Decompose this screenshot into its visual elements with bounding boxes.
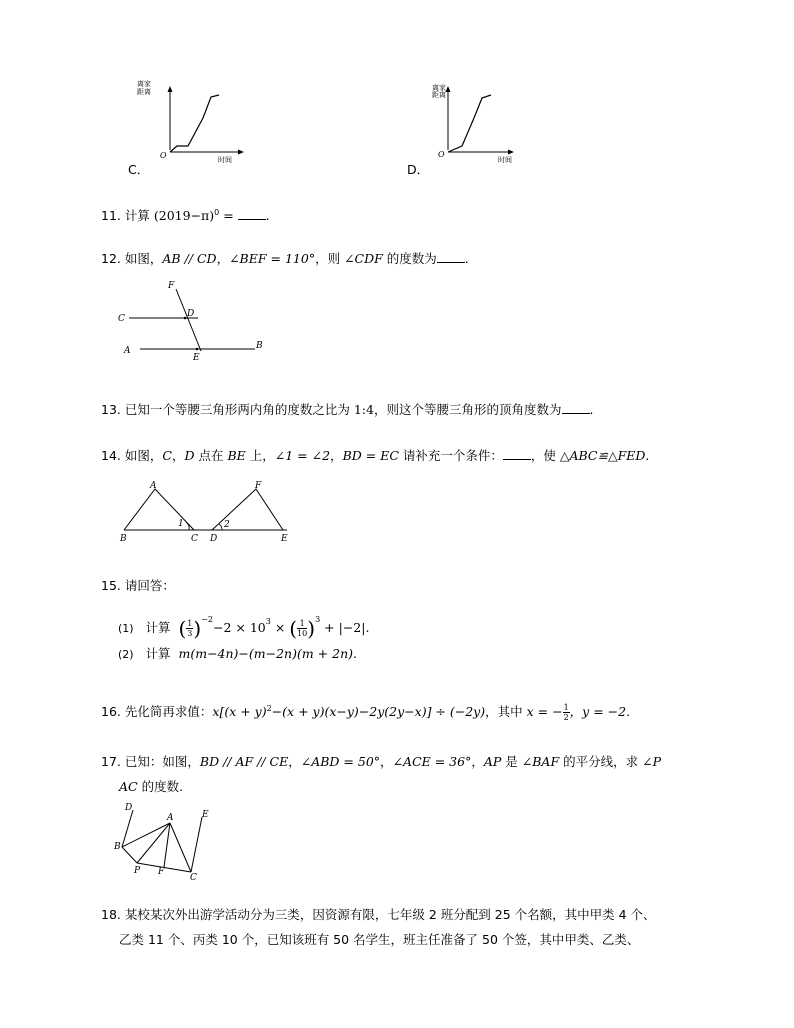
q15-p1-f2-den: 10 (297, 629, 308, 638)
q18-line-1: 某校某次外出游学活动分为三类，因资源有限，七年级 2 班分配到 25 个名额，其中甲类 4 个、 (124, 907, 656, 922)
graph-c-origin: O (160, 151, 167, 160)
q17-t4: ， (471, 754, 484, 769)
q14-label-f: F (255, 481, 262, 491)
q17-t6: 的平分线，求 (559, 754, 643, 769)
q12-label-b: B (256, 341, 263, 351)
q12-label-a: A (124, 346, 131, 356)
q14-t6: 请补充一个条件： (398, 448, 503, 463)
q14-label-d: D (210, 534, 218, 544)
q11-text: 计算 (124, 208, 150, 224)
q17-label-c: C (190, 873, 197, 882)
q13-answer-blank[interactable] (562, 402, 590, 414)
q16-t2: ，其中 (485, 704, 527, 720)
q12-t4: 的度数为 (382, 251, 437, 266)
question-18-line-2 (119, 932, 639, 948)
q18-line-2: 乙类 11 个、丙类 10 个，已知该班有 50 名学生，班主任准备了 50 个签，其中甲类、乙类、 (119, 932, 640, 947)
q14-label-b: B (120, 534, 127, 544)
q15-p2-expr: m(m−4n)−(m−2n)(m + 2n) (178, 646, 354, 661)
q15-p1-f1-den: 3 (187, 629, 193, 638)
question-18 (101, 907, 656, 923)
question-13 (101, 402, 593, 418)
q16-frac-num: 1 (563, 703, 569, 713)
q15-p1-fraction-2 (297, 619, 307, 638)
q14-m1: C (162, 448, 172, 463)
q17-m3: ∠ACE = 36° (392, 754, 472, 769)
option-d-label: D． (407, 162, 430, 177)
q11-end: . (265, 208, 270, 224)
q17-m2: ∠ABD = 50° (300, 754, 381, 769)
graph-d-xlabel: 时间 (498, 156, 512, 164)
q17-t5: 是 (501, 754, 522, 769)
q17-line2-m: AC (119, 779, 138, 794)
q11-number: 11. (101, 208, 121, 224)
q16-expr-b: −(x + y)(x−y)−2y(2y−x)] ÷ (−2y) (271, 704, 486, 720)
q12-label-f: F (168, 281, 175, 291)
q14-label-e: E (281, 534, 288, 544)
question-15 (101, 578, 175, 594)
q15-text: 请回答： (124, 578, 175, 593)
q14-m6: △ABC≌△FED (559, 448, 646, 463)
q13-end: . (589, 402, 594, 417)
q15-p2-label: (2) (118, 648, 134, 661)
q17-number: 17. (101, 754, 121, 769)
q12-m2: ∠BEF = 110° (229, 251, 316, 266)
q11-exponent: 0 (214, 208, 220, 217)
q15-p1-f2-num: 1 (297, 619, 307, 629)
q13-ratio: 1:4 (353, 402, 374, 417)
question-14 (101, 448, 649, 464)
q12-figure (112, 278, 272, 368)
q14-m2: D (184, 448, 195, 463)
q15-p1-exp-2: 3 (265, 617, 271, 626)
q17-m1: BD // AF // CE (199, 754, 289, 769)
q14-t5: ， (330, 448, 343, 463)
q16-frac-den: 2 (563, 713, 569, 723)
q17-figure (112, 800, 222, 886)
q15-part-1: (1) 计算 ( $\frac{1}{3}$ )$^{-2}-2 \times 10^3$ × ( $\frac{1}{10}$ )$^3$ + |−2|. (118, 615, 370, 641)
q17-m5: ∠BAF (521, 754, 560, 769)
graph-c-ylabel-1: 离家 (137, 80, 151, 88)
q15-p1-text: 计算 (145, 620, 171, 635)
q11-expr: (2019−π) (153, 208, 215, 224)
q16-y-eq: ，y = −2 (569, 704, 627, 720)
q15-p1-times: × (270, 620, 290, 635)
q14-answer-blank[interactable] (503, 448, 531, 460)
q17-label-d: D (125, 803, 133, 813)
q14-t3: 点在 (194, 448, 228, 463)
graph-d-ylabel-1: 离家 (432, 84, 446, 92)
question-17 (101, 754, 661, 770)
q17-m6: ∠P (642, 754, 661, 769)
q17-t3: ， (380, 754, 393, 769)
q14-t1: 如图， (124, 448, 163, 463)
q14-label-2: 2 (224, 520, 230, 530)
q17-label-e: E (202, 810, 209, 820)
q15-p1-mid: −2 × 10 (213, 620, 266, 635)
question-16 (101, 698, 631, 723)
q18-number: 18. (101, 907, 121, 922)
q14-end: . (645, 448, 650, 463)
q15-number: 15. (101, 578, 121, 593)
q13-t1: 已知一个等腰三角形两内角的度数之比为 (124, 402, 354, 417)
q13-number: 13. (101, 402, 121, 417)
q12-end: . (464, 251, 469, 266)
q17-t2: ， (288, 754, 301, 769)
q14-m5: BD = EC (342, 448, 399, 463)
q16-t1: 先化简再求值： (124, 704, 213, 720)
q14-label-a: A (150, 481, 157, 491)
q16-fraction (563, 703, 570, 722)
graph-d-origin: O (438, 150, 445, 159)
q12-answer-blank[interactable] (437, 251, 465, 263)
q16-end: . (626, 704, 631, 720)
q15-p2-end: . (353, 646, 357, 661)
graph-c-xlabel: 时间 (218, 156, 232, 164)
q12-t2: ， (216, 251, 230, 266)
option-c-label: C． (128, 162, 150, 177)
q12-t3: ，则 (315, 251, 345, 266)
question-11 (101, 205, 270, 224)
q14-figure (115, 478, 300, 550)
q15-p1-f1-num: 1 (187, 619, 193, 628)
q13-t2: ，则这个等腰三角形的顶角度数为 (373, 402, 562, 417)
q17-label-b: B (114, 842, 121, 852)
q14-m4: ∠1 = ∠2 (274, 448, 331, 463)
q11-eq: = (219, 208, 238, 224)
q15-p1-exp-3: 3 (315, 615, 321, 624)
q14-label-1: 1 (178, 519, 184, 529)
q14-t7: ，使 (530, 448, 560, 463)
graph-d-ylabel-2: 距离 (432, 91, 446, 99)
q14-t2: ， (171, 448, 185, 463)
q17-label-a: A (167, 813, 174, 823)
q12-label-e: E (193, 353, 200, 363)
q16-number: 16. (101, 704, 121, 720)
q14-m3: BE (227, 448, 246, 463)
q12-m1: AB // CD (162, 251, 217, 266)
q16-expr-a: x[(x + y) (212, 704, 267, 720)
q17-t1: 已知：如图， (124, 754, 200, 769)
q15-part-2 (118, 644, 357, 662)
graph-d-svg (418, 80, 538, 176)
q14-t4: 上， (245, 448, 275, 463)
q14-label-c: C (191, 534, 198, 544)
q12-number: 12. (101, 251, 121, 266)
q17-m4: AP (483, 754, 502, 769)
q17-label-p: P (134, 866, 141, 876)
q12-label-d: D (187, 309, 195, 319)
graph-c-ylabel-2: 距离 (137, 88, 151, 96)
q15-p2-text: 计算 (145, 646, 171, 661)
q15-p1-tail: + |−2|. (320, 620, 370, 635)
q16-square: 2 (266, 704, 272, 713)
q12-label-c: C (118, 314, 125, 324)
question-12 (101, 251, 469, 267)
graph-d (418, 80, 538, 176)
q14-number: 14. (101, 448, 121, 463)
q17-line2-t: 的度数. (137, 779, 184, 794)
q12-t1: 如图， (124, 251, 163, 266)
q15-p1-label: (1) (118, 622, 134, 635)
q16-x-eq: x = − (526, 704, 563, 720)
q12-m3: ∠CDF (344, 251, 383, 266)
question-17-line-2 (119, 779, 183, 795)
q15-p1-exp-1: −2 (201, 615, 213, 624)
q11-answer-blank[interactable] (238, 208, 266, 220)
q17-label-f: F (158, 867, 165, 877)
